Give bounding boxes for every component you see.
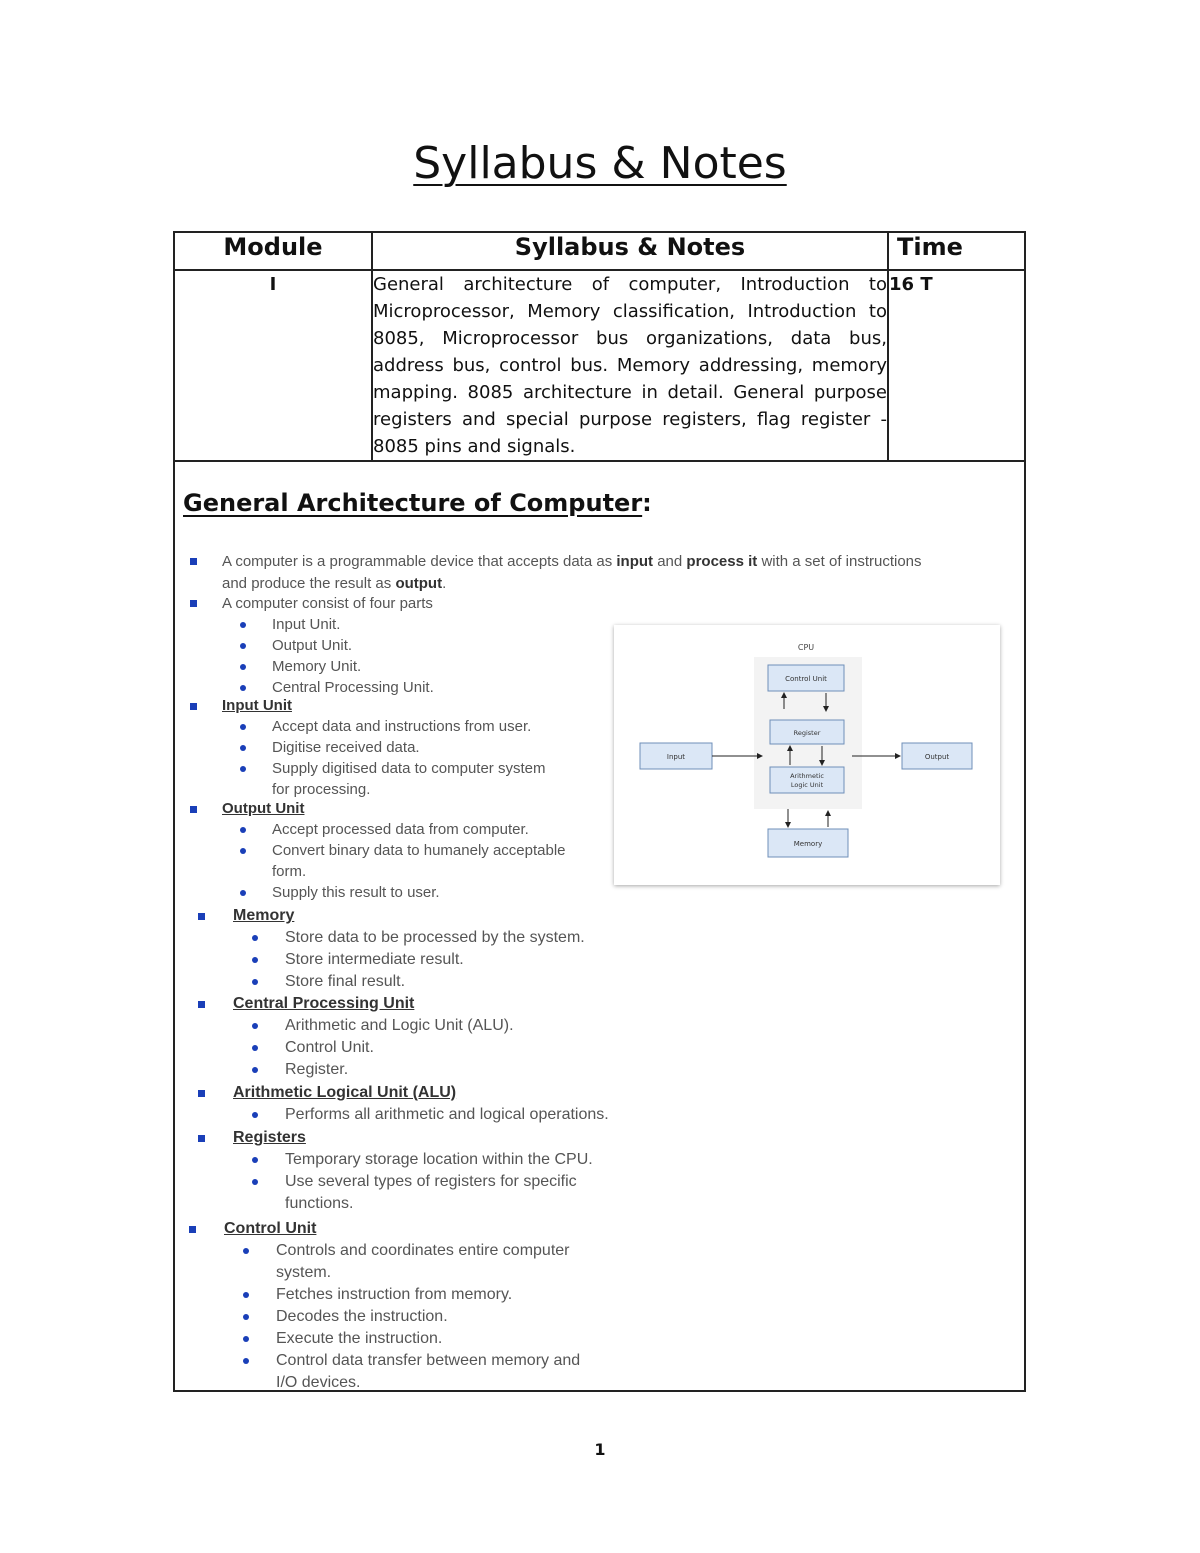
input-unit-title: Input Unit bbox=[222, 697, 292, 714]
list-item: Central Processing Unit. bbox=[240, 677, 434, 698]
dot-bullet-icon bbox=[252, 1157, 258, 1163]
dot-bullet-icon bbox=[252, 1067, 258, 1073]
list-item: Fetches instruction from memory. bbox=[243, 1284, 603, 1306]
dot-bullet-icon bbox=[240, 664, 246, 670]
list-item: Store intermediate result. bbox=[252, 949, 612, 971]
dot-bullet-icon bbox=[243, 1248, 249, 1254]
dot-bullet-icon bbox=[252, 979, 258, 985]
dot-bullet-icon bbox=[252, 1023, 258, 1029]
cpu-list bbox=[252, 1015, 612, 1081]
dot-bullet-icon bbox=[252, 935, 258, 941]
dot-bullet-icon bbox=[240, 848, 246, 854]
output-unit-list bbox=[240, 819, 580, 903]
list-item: Temporary storage location within the CPU. bbox=[252, 1149, 612, 1171]
input-label: Input bbox=[666, 753, 686, 761]
header-time: Time bbox=[888, 232, 1025, 270]
table-row bbox=[174, 270, 1025, 461]
square-bullet-icon bbox=[198, 913, 205, 920]
list-item: Decodes the instruction. bbox=[243, 1306, 603, 1328]
dot-bullet-icon bbox=[240, 745, 246, 751]
control-unit-label: Control Unit bbox=[785, 675, 827, 683]
header-syllabus: Syllabus & Notes bbox=[372, 232, 888, 270]
control-unit-title: Control Unit bbox=[224, 1220, 317, 1237]
page-number: 1 bbox=[594, 1440, 606, 1459]
section-heading: General Architecture of Computer: bbox=[183, 489, 652, 517]
header-module: Module bbox=[174, 232, 372, 270]
table-header-row bbox=[174, 232, 1025, 270]
output-label: Output bbox=[924, 753, 950, 761]
list-item: Store final result. bbox=[252, 971, 612, 993]
alu-label-line1: Arithmetic bbox=[790, 772, 824, 780]
dot-bullet-icon bbox=[240, 643, 246, 649]
computer-architecture-diagram bbox=[614, 625, 1000, 885]
registers-list bbox=[252, 1149, 612, 1215]
dot-bullet-icon bbox=[252, 957, 258, 963]
list-item: Register. bbox=[252, 1059, 612, 1081]
parts-list bbox=[240, 614, 434, 698]
module-cell: I bbox=[174, 270, 372, 461]
dot-bullet-icon bbox=[252, 1045, 258, 1051]
dot-bullet-icon bbox=[240, 685, 246, 691]
dot-bullet-icon bbox=[240, 827, 246, 833]
list-item: Input Unit. bbox=[240, 614, 434, 635]
square-bullet-icon bbox=[190, 806, 197, 813]
list-item: Arithmetic and Logic Unit (ALU). bbox=[252, 1015, 612, 1037]
output-unit-title: Output Unit bbox=[222, 800, 305, 817]
square-bullet-icon bbox=[190, 558, 197, 565]
input-unit-list bbox=[240, 716, 570, 800]
dot-bullet-icon bbox=[252, 1112, 258, 1118]
list-item-continued: system. bbox=[276, 1264, 332, 1281]
dot-bullet-icon bbox=[240, 890, 246, 896]
registers-title: Registers bbox=[233, 1129, 306, 1146]
alu-box bbox=[770, 767, 844, 793]
alu-label-line2: Logic Unit bbox=[790, 781, 824, 789]
list-item: Accept data and instructions from user. bbox=[240, 716, 570, 737]
square-bullet-icon bbox=[190, 600, 197, 607]
list-item-continued: for processing. bbox=[272, 781, 371, 798]
syllabus-cell: General architecture of computer, Introduction to Microprocessor, Memory classification, Introduction to 8085, Microprocessor bus organizations, data bus, address bus, control bus. Memory addressing, memory mapping. 8085 architecture in detail. General purpose registers and special purpose registers, flag register - 8085 pins and signals. bbox=[372, 270, 888, 461]
register-label: Register bbox=[793, 729, 821, 737]
dot-bullet-icon bbox=[240, 766, 246, 772]
alu-title: Arithmetic Logical Unit (ALU) bbox=[233, 1084, 457, 1101]
list-item: Control data transfer between memory and bbox=[243, 1350, 603, 1372]
list-item: Memory Unit. bbox=[240, 656, 434, 677]
square-bullet-icon bbox=[190, 703, 197, 710]
dot-bullet-icon bbox=[243, 1358, 249, 1364]
list-item: Controls and coordinates entire computer bbox=[243, 1240, 603, 1262]
dot-bullet-icon bbox=[243, 1292, 249, 1298]
list-item: Execute the instruction. bbox=[243, 1328, 603, 1350]
list-item: Accept processed data from computer. bbox=[240, 819, 580, 840]
list-item: Supply digitised data to computer system bbox=[240, 758, 570, 779]
architecture-diagram-svg bbox=[614, 625, 1000, 885]
square-bullet-icon bbox=[198, 1090, 205, 1097]
cpu-title: Central Processing Unit bbox=[233, 995, 415, 1012]
time-cell: 16 T bbox=[888, 270, 1025, 461]
list-item: Convert binary data to humanely acceptable bbox=[240, 840, 580, 861]
list-item-continued: functions. bbox=[285, 1195, 354, 1212]
list-item-continued: form. bbox=[272, 863, 307, 880]
list-item: Digitise received data. bbox=[240, 737, 570, 758]
memory-label: Memory bbox=[793, 840, 823, 848]
control-unit-list bbox=[243, 1240, 603, 1394]
memory-list bbox=[252, 927, 612, 993]
syllabus-table bbox=[173, 231, 1026, 462]
dot-bullet-icon bbox=[243, 1336, 249, 1342]
list-item-continued: I/O devices. bbox=[276, 1374, 361, 1391]
list-item: Control Unit. bbox=[252, 1037, 612, 1059]
list-item: Use several types of registers for specific bbox=[252, 1171, 612, 1193]
list-item: Supply this result to user. bbox=[240, 882, 580, 903]
intro-paragraph: A computer is a programmable device that accepts data as input and process it with a set of instructions and produce the result as output. bbox=[222, 553, 922, 592]
dot-bullet-icon bbox=[243, 1314, 249, 1320]
parts-intro: A computer consist of four parts bbox=[222, 595, 433, 612]
alu-list bbox=[252, 1104, 618, 1126]
dot-bullet-icon bbox=[240, 724, 246, 730]
list-item: Performs all arithmetic and logical operations. bbox=[252, 1104, 618, 1126]
square-bullet-icon bbox=[189, 1226, 196, 1233]
dot-bullet-icon bbox=[252, 1179, 258, 1185]
square-bullet-icon bbox=[198, 1135, 205, 1142]
memory-title: Memory bbox=[233, 907, 295, 924]
square-bullet-icon bbox=[198, 1001, 205, 1008]
cpu-label: CPU bbox=[797, 643, 815, 652]
list-item: Output Unit. bbox=[240, 635, 434, 656]
list-item: Store data to be processed by the system. bbox=[252, 927, 612, 949]
dot-bullet-icon bbox=[240, 622, 246, 628]
page-title: Syllabus & Notes bbox=[413, 138, 787, 189]
